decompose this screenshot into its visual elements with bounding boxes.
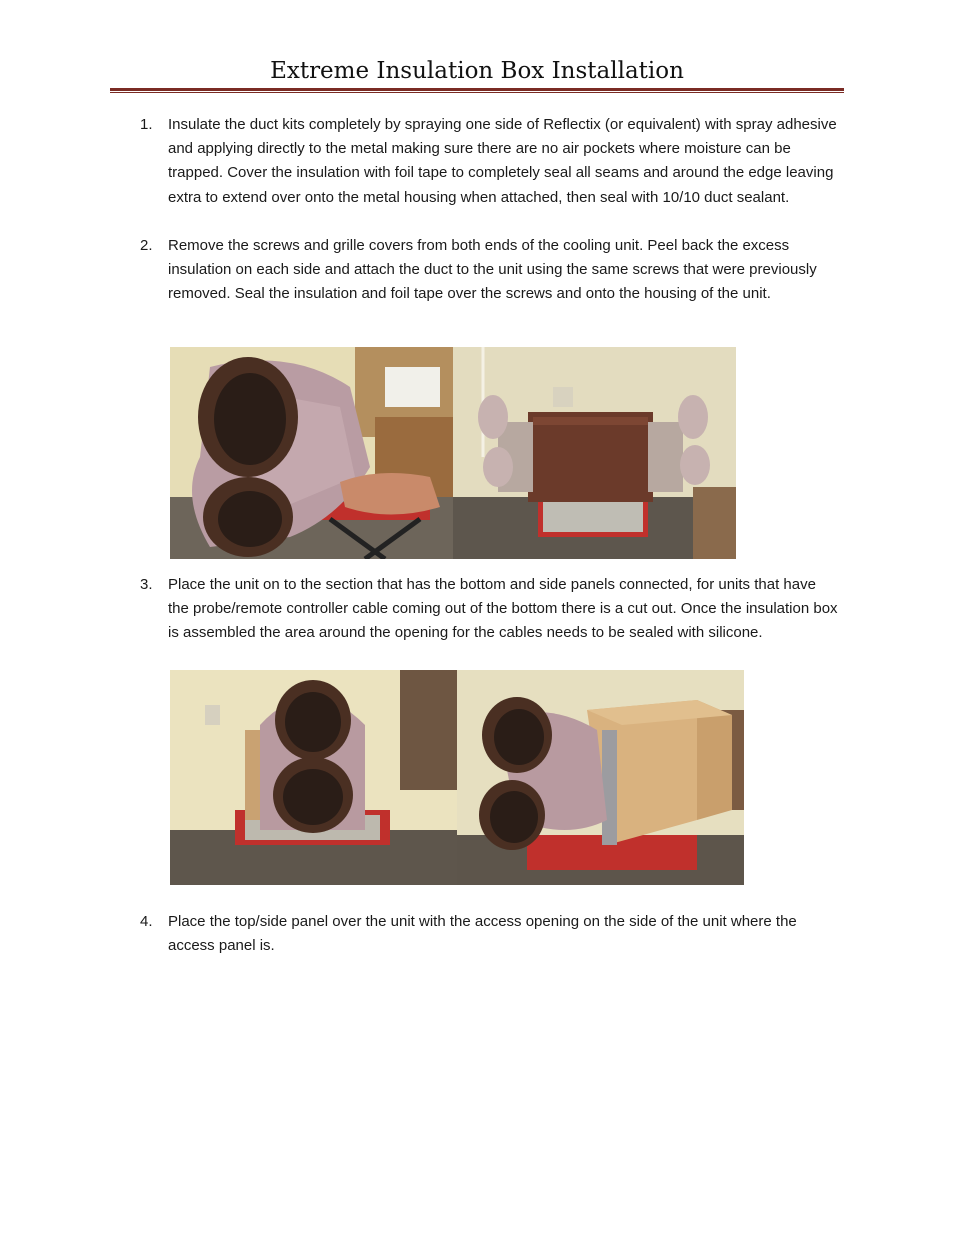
step-3-text: Place the unit on to the section that has the bottom and side panels connected, for units that have the probe/remote controller cable coming out of the bottom there is a cut out. Once the insulation box is assembled the area around the opening for the cables needs to be sealed with silicone.	[168, 576, 838, 642]
photo-unit-on-bottom-panel-angle	[457, 670, 744, 885]
step-2-text: Remove the screws and grille covers from both ends of the cooling unit. Peel back the excess insulation on each side and attach the duct to the unit using the same screws that were previously removed. Seal the insulation and foil tape over the screws and onto the housing of the unit.	[168, 237, 817, 303]
photo-unit-on-bottom-panel-front	[170, 670, 457, 885]
step-4	[140, 910, 840, 960]
step-4-number: 4.	[140, 913, 153, 930]
title-rule	[110, 88, 844, 91]
step-1-text: Insulate the duct kits completely by spraying one side of Reflectix (or equivalent) with spray adhesive and applying directly to the metal making sure there are no air pockets where moisture can be trapped. Cover the insulation with foil tape to completely seal all seams and around the edge leaving extra to extend over onto the metal housing when attached, then seal with 10/10 duct sealant.	[168, 116, 837, 206]
step-1	[140, 113, 840, 235]
step-3	[140, 573, 840, 671]
document-title: Extreme Insulation Box Installation	[270, 58, 684, 84]
step-4-text: Place the top/side panel over the unit with the access opening on the side of the unit where the access panel is.	[168, 913, 797, 955]
photo-duct-kit-attached-front	[170, 347, 453, 559]
step-2	[140, 234, 840, 332]
step-3-number: 3.	[140, 576, 153, 593]
step-2-number: 2.	[140, 237, 153, 254]
title-rule-thin	[110, 92, 844, 93]
photo-duct-kit-attached-side	[453, 347, 736, 559]
step-1-number: 1.	[140, 116, 153, 133]
